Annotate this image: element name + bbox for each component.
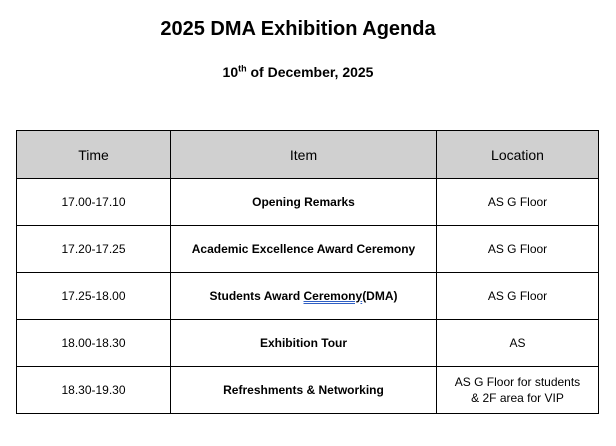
date-day: 10	[222, 64, 239, 80]
time-cell: 17.20-17.25	[17, 226, 171, 273]
page-date	[0, 64, 596, 80]
date-rest: of December, 2025	[246, 64, 374, 80]
table-row	[17, 367, 599, 414]
time-cell: 18.00-18.30	[17, 320, 171, 367]
time-cell: 17.25-18.00	[17, 273, 171, 320]
table-row	[17, 179, 599, 226]
item-cell: Refreshments & Networking	[171, 367, 437, 414]
table-row	[17, 320, 599, 367]
time-cell: 18.30-19.30	[17, 367, 171, 414]
location-cell: AS G Floor	[437, 226, 599, 273]
time-cell: 17.00-17.10	[17, 179, 171, 226]
item-cell	[171, 273, 437, 320]
table-row	[17, 273, 599, 320]
item-cell: Opening Remarks	[171, 179, 437, 226]
table-header-row	[17, 131, 599, 179]
location-line: & 2F area for VIP	[471, 391, 564, 405]
table-row	[17, 226, 599, 273]
date-suffix: th	[238, 63, 247, 74]
location-cell	[437, 367, 599, 414]
agenda-table	[16, 130, 599, 414]
location-cell: AS G Floor	[437, 179, 599, 226]
page-title: 2025 DMA Exhibition Agenda	[160, 18, 436, 40]
header-item: Item	[171, 131, 437, 179]
item-suffix: (DMA)	[362, 289, 398, 303]
spellcheck-flagged-word[interactable]: Ceremony	[303, 289, 363, 303]
item-prefix: Students Award	[209, 289, 304, 303]
header-time: Time	[17, 131, 171, 179]
item-cell: Academic Excellence Award Ceremony	[171, 226, 437, 273]
header-location: Location	[437, 131, 599, 179]
location-cell: AS	[437, 320, 599, 367]
location-line: AS G Floor for students	[454, 375, 581, 389]
location-cell: AS G Floor	[437, 273, 599, 320]
item-cell: Exhibition Tour	[171, 320, 437, 367]
